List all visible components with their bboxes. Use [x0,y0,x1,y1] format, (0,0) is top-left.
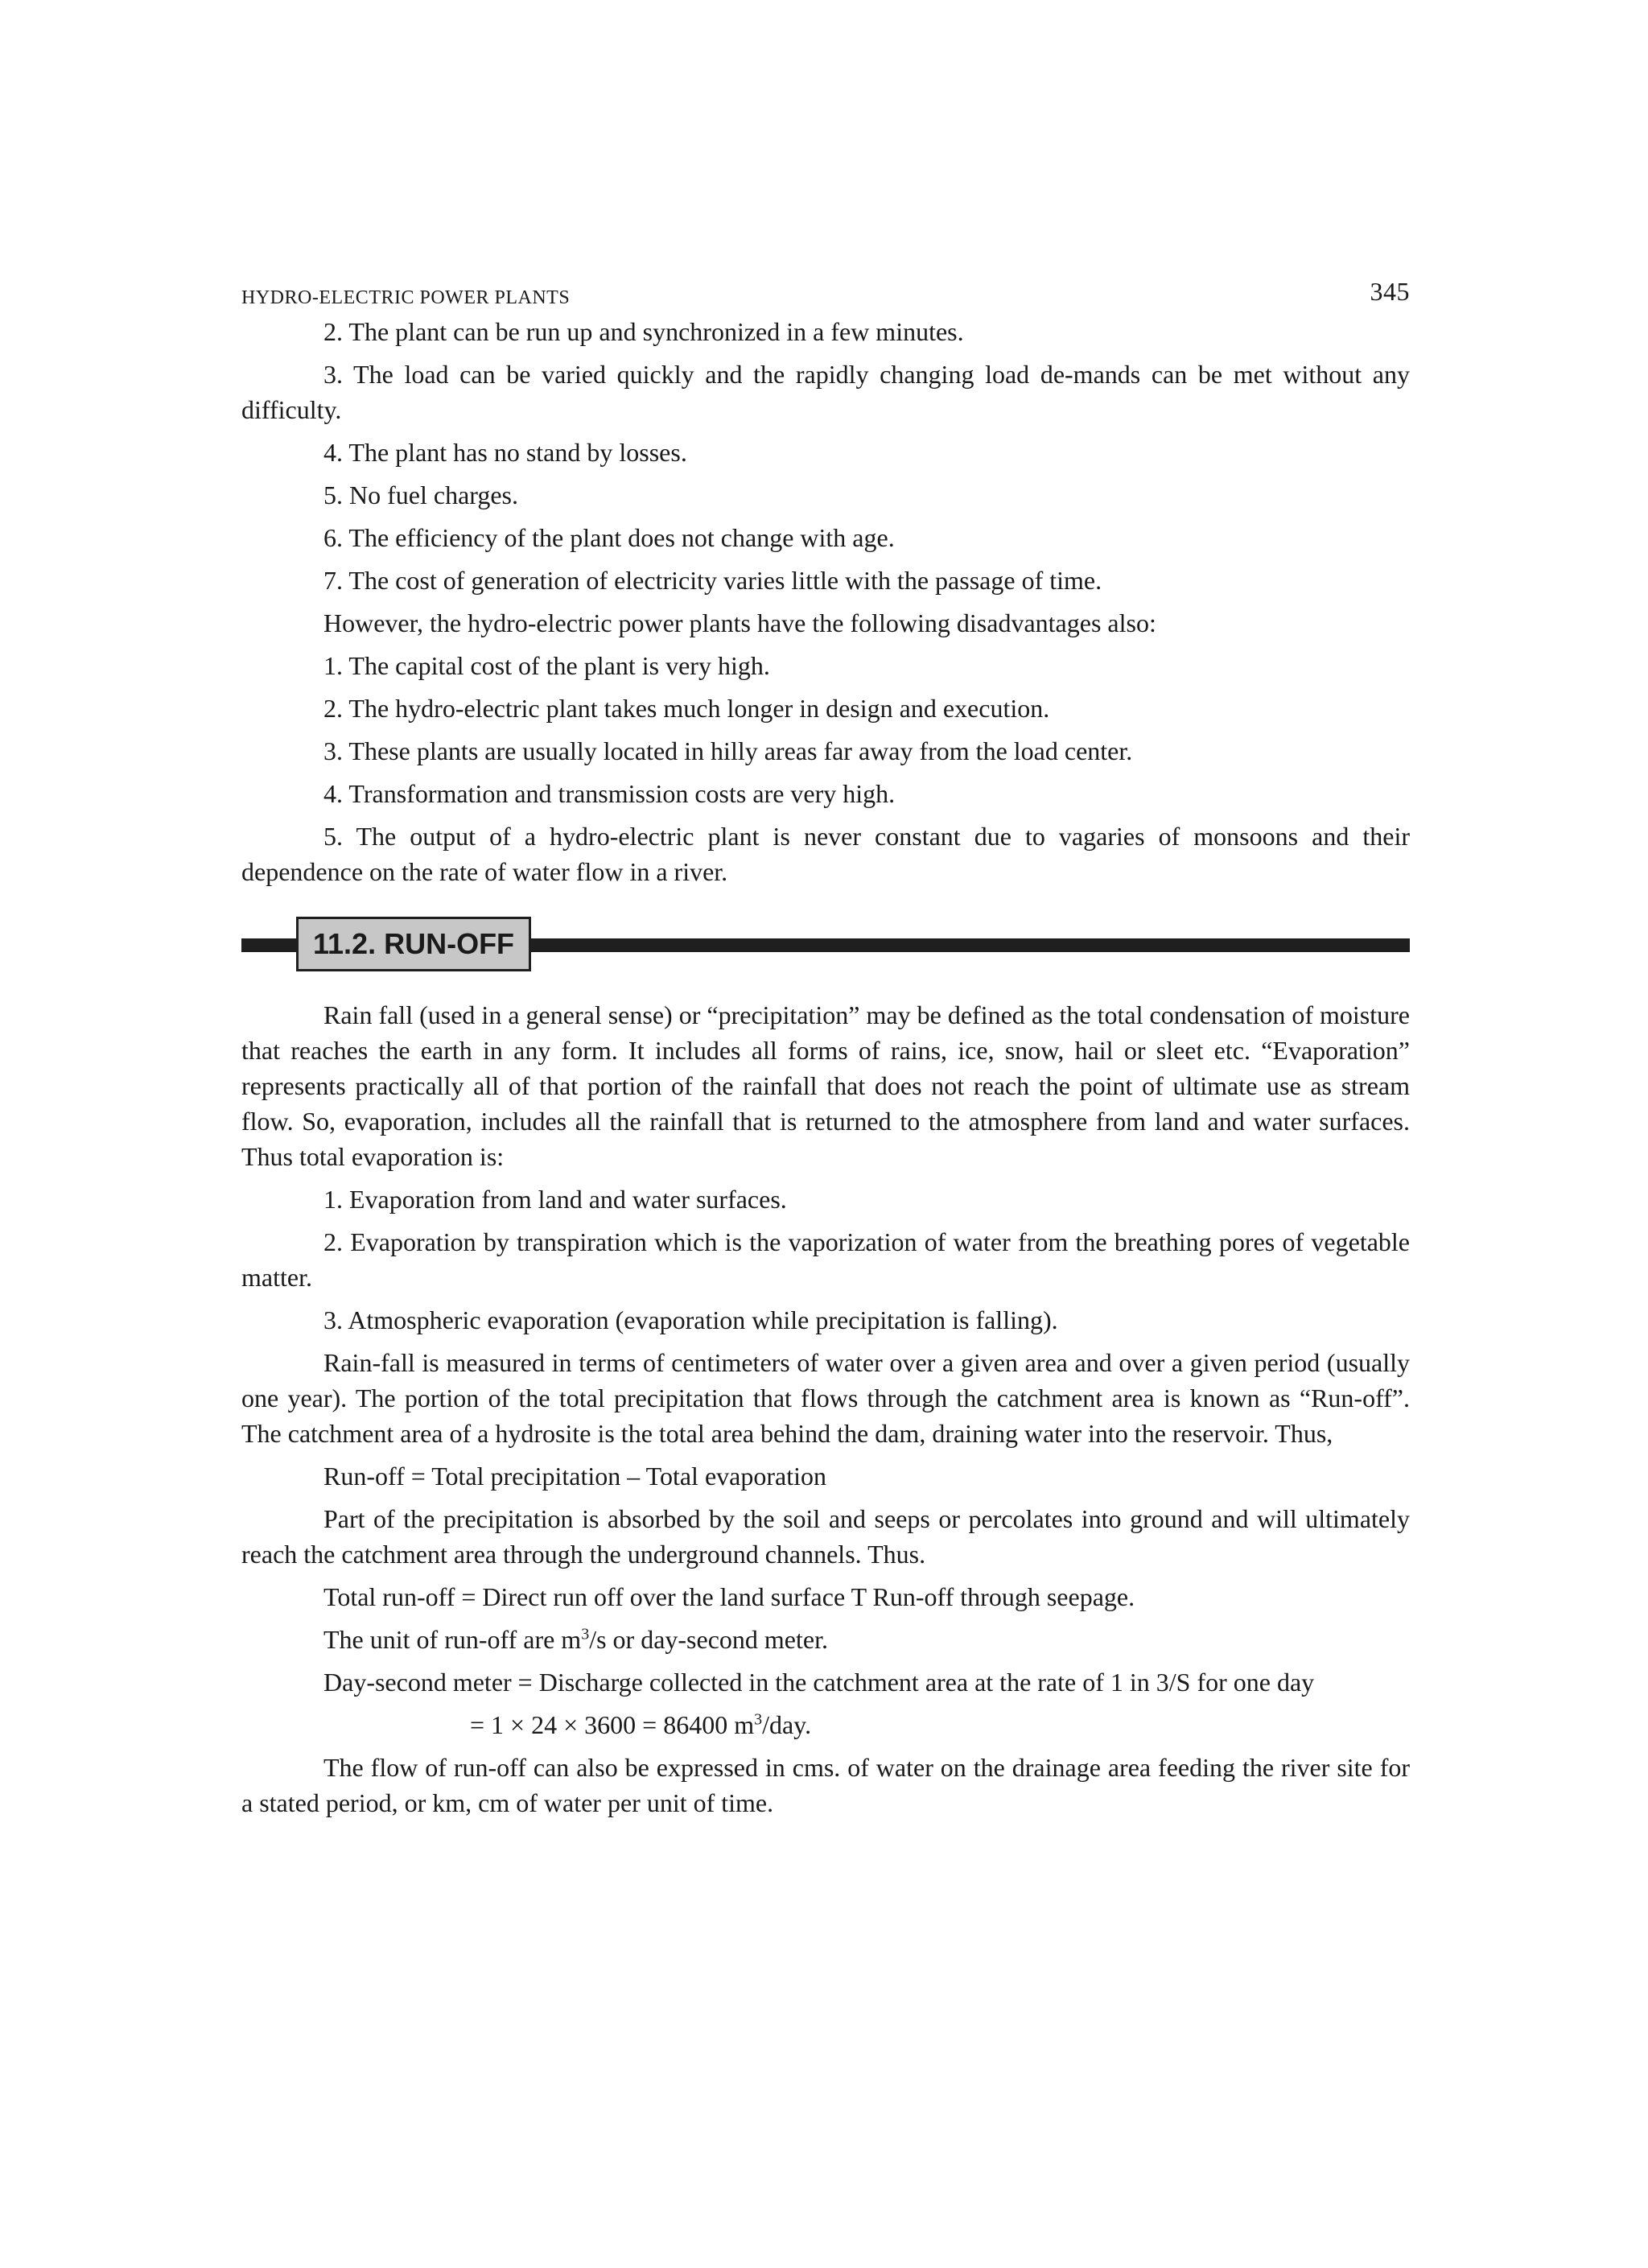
unit-line [241,1622,1410,1657]
unit-text-end: /s or day-second meter. [589,1625,828,1654]
equation-text: = 1 × 24 × 3600 = 86400 m [470,1710,755,1739]
list-item: 2. Evaporation by transpiration which is the vaporization of water from the breathing pores of vegetable matter. [241,1227,1410,1292]
equation [241,1707,1410,1742]
list-item: 7. The cost of generation of electricity varies little with the passage of time. [323,566,1102,595]
section-title: 11.2. RUN-OFF [296,917,531,971]
list-item: 4. The plant has no stand by losses. [323,438,687,467]
list-item: 2. The plant can be run up and synchronized in a few minutes. [323,317,964,346]
paragraph: Rain fall (used in a general sense) or “precipitation” may be defined as the total condensation of moisture that reaches the earth in any form. It includes all forms of rains, ice, snow, hail or sleet etc. “Evaporation” represents practically all of that portion of the rainfall that does not reach the point of ultimate use as stream flow. So, evaporation, includes all the rainfall that is returned to the atmosphere from land and water surfaces. Thus total evaporation is: [241,1000,1410,1171]
list-item: 3. Atmospheric evaporation (evaporation while precipitation is falling). [323,1305,1058,1334]
list-item: 5. No fuel charges. [323,480,518,509]
unit-text: The unit of run-off are m [323,1625,582,1654]
list-item: 6. The efficiency of the plant does not change with age. [323,523,895,552]
running-header [241,274,1410,314]
paragraph: Rain-fall is measured in terms of centimeters of water over a given area and over a given period (usually one year). The portion of the total precipitation that flows through the catchment area is known as “Run-off”. The catchment area of a hydrosite is the total area behind the dam, draining water into the reservoir. Thus, [241,1348,1410,1448]
superscript: 3 [581,1625,590,1643]
equation: Total run-off = Direct run off over the land surface T Run-off through seepage. [323,1582,1135,1611]
paragraph: The flow of run-off can also be expressed in cms. of water on the drainage area feeding the river site for a stated period, or km, cm of water per unit of time. [241,1753,1410,1817]
list-item: 2. The hydro-electric plant takes much longer in design and execution. [323,694,1050,723]
page-number: 345 [1370,277,1410,306]
disadvantages-intro: However, the hydro-electric power plants have the following disadvantages also: [323,608,1156,637]
list-item: 5. The output of a hydro-electric plant is never constant due to vagaries of monsoons and their dependence on the rate of water flow in a river. [241,822,1410,886]
list-item: 1. The capital cost of the plant is very high. [323,651,770,680]
definition: Day-second meter = Discharge collected in the catchment area at the rate of 1 in 3/S for one day [323,1668,1315,1697]
paragraph: Part of the precipitation is absorbed by the soil and seeps or percolates into ground and will ultimately reach the catchment area through the underground channels. Thus. [241,1504,1410,1569]
section-heading [241,917,1410,973]
superscript: 3 [754,1710,763,1729]
book-page [241,274,1410,1828]
equation-text-end: /day. [762,1710,812,1739]
list-item: 1. Evaporation from land and water surfaces. [323,1185,787,1214]
list-item: 3. The load can be varied quickly and the rapidly changing load de-mands can be met without any difficulty. [241,360,1410,424]
running-title: HYDRO-ELECTRIC POWER PLANTS [241,287,571,308]
equation: Run-off = Total precipitation – Total evaporation [323,1462,826,1491]
list-item: 3. These plants are usually located in hilly areas far away from the load center. [323,736,1133,765]
list-item: 4. Transformation and transmission costs are very high. [323,779,896,808]
